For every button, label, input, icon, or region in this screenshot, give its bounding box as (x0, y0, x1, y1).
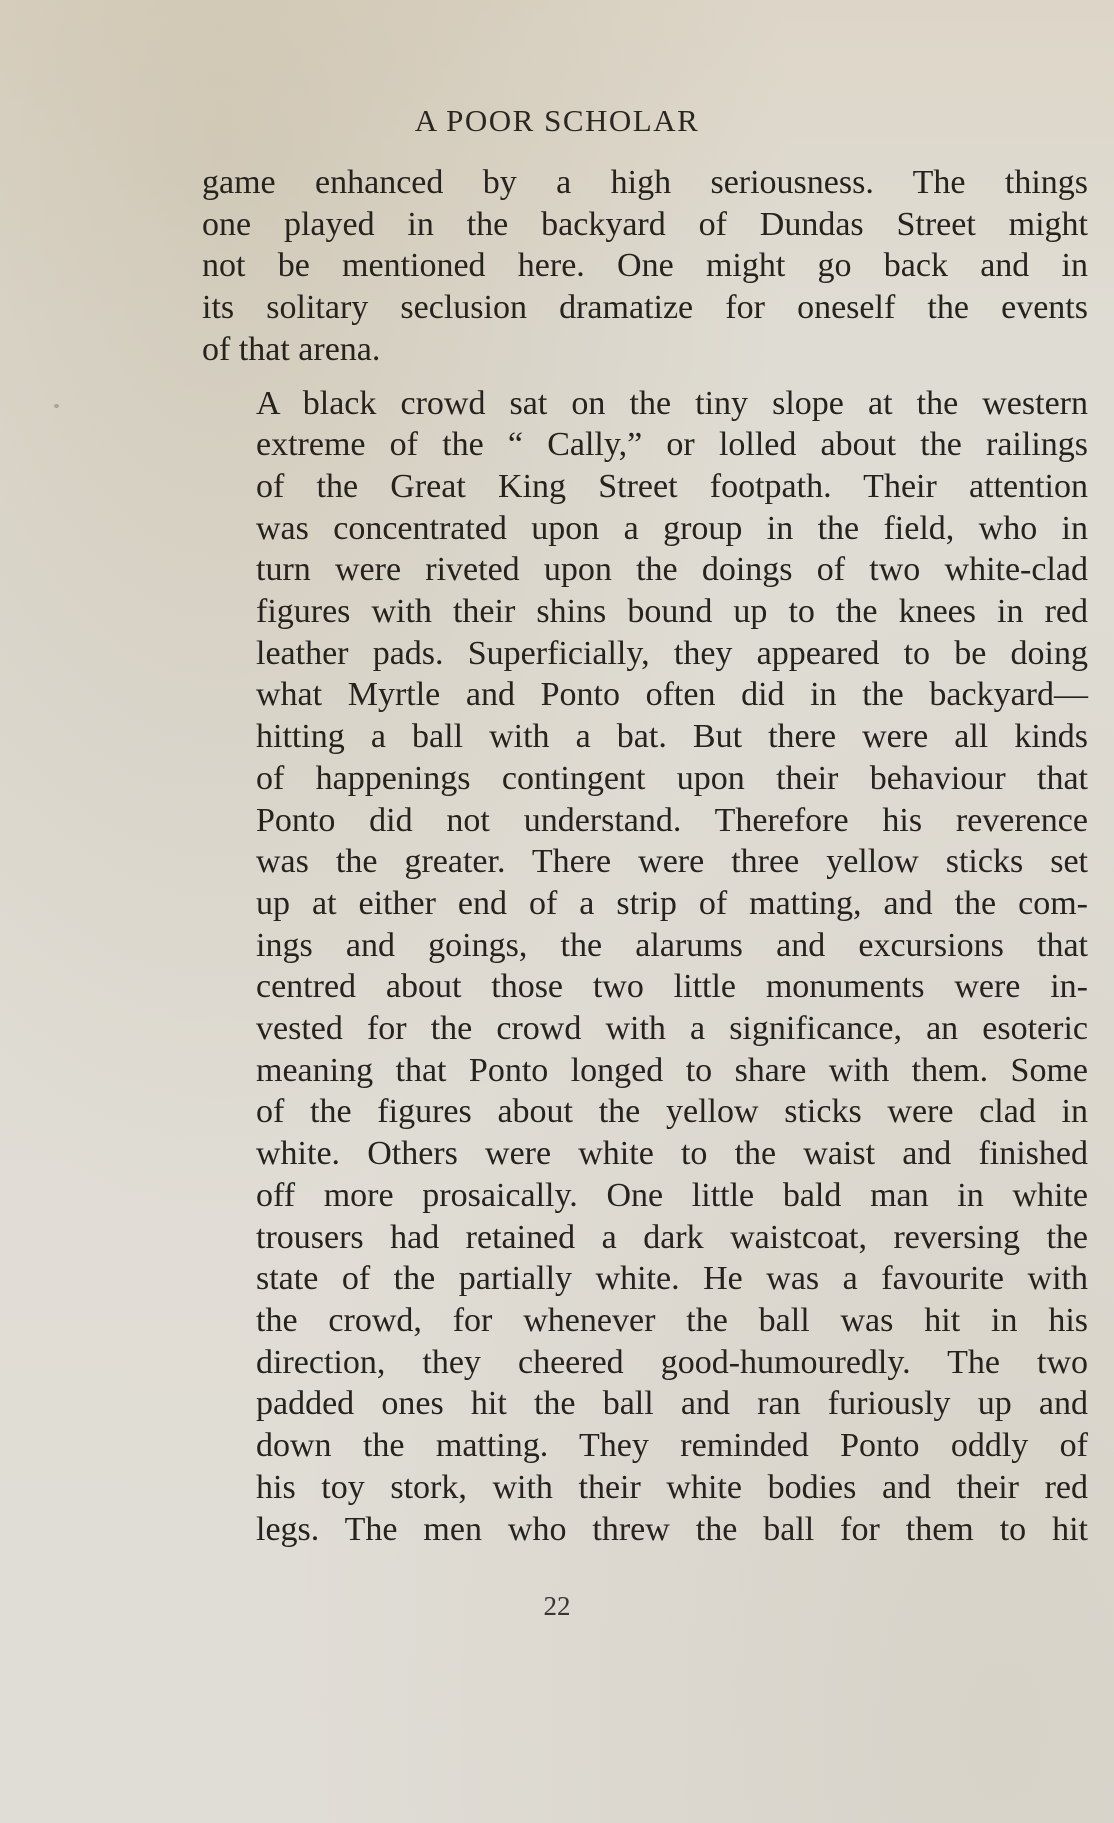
text-line: ings and goings, the alarums and excursions that (256, 926, 1088, 964)
text-line: its solitary seclusion dramatize for oneself the events (202, 289, 1088, 327)
text-line: direction, they cheered good-humouredly. The two (256, 1343, 1088, 1381)
page-number: 22 (543, 1591, 571, 1621)
text-line: game enhanced by a high seriousness. The things (202, 164, 1088, 201)
text-line: not be mentioned here. One might go back and in (202, 247, 1088, 285)
text-line: state of the partially white. He was a favourite with (256, 1260, 1088, 1298)
text-line: his toy stork, with their white bodies and their red (256, 1468, 1088, 1506)
text-line: off more prosaically. One little bald man in white (256, 1176, 1088, 1214)
text-line: turn were riveted upon the doings of two white-clad (256, 551, 1088, 589)
text-line: figures with their shins bound up to the knees in red (256, 593, 1088, 631)
paragraph-2 (202, 383, 1088, 1551)
text-line: leather pads. Superficially, they appeared to be doing (256, 634, 1088, 672)
text-line: up at either end of a strip of matting, and the com- (256, 884, 1088, 922)
text-line: vested for the crowd with a significance, an esoteric (256, 1010, 1088, 1048)
text-line: of the figures about the yellow sticks were clad in (256, 1093, 1088, 1131)
text-line: of that arena. (202, 330, 381, 368)
text-line: extreme of the “ Cally,” or lolled about the railings (256, 426, 1088, 464)
text-line: one played in the backyard of Dundas Street might (202, 205, 1088, 243)
text-line: padded ones hit the ball and ran furiously up and (256, 1385, 1088, 1423)
body-text (202, 162, 1088, 1550)
running-head: A POOR SCHOLAR (414, 103, 700, 138)
text-line: hitting a ball with a bat. But there were all kinds (256, 718, 1088, 756)
paragraph-1 (202, 162, 1088, 371)
text-line: meaning that Ponto longed to share with them. Some (256, 1051, 1088, 1089)
text-line: trousers had retained a dark waistcoat, reversing the (256, 1218, 1088, 1256)
text-line: the crowd, for whenever the ball was hit in his (256, 1301, 1088, 1339)
text-line: A black crowd sat on the tiny slope at the western (256, 384, 1088, 422)
text-line: down the matting. They reminded Ponto oddly of (256, 1427, 1088, 1465)
text-line: white. Others were white to the waist and finished (256, 1135, 1088, 1173)
text-line: centred about those two little monuments were in- (256, 968, 1088, 1006)
paper-speck (54, 404, 59, 408)
text-line: legs. The men who threw the ball for them to hit (256, 1510, 1088, 1548)
text-line: Ponto did not understand. Therefore his reverence (256, 801, 1088, 839)
text-line: of happenings contingent upon their behaviour that (256, 759, 1088, 797)
text-line: what Myrtle and Ponto often did in the backyard— (256, 676, 1088, 714)
text-line: was the greater. There were three yellow sticks set (256, 843, 1088, 881)
text-line: was concentrated upon a group in the field, who in (256, 509, 1088, 547)
text-line: of the Great King Street footpath. Their attention (256, 467, 1088, 505)
